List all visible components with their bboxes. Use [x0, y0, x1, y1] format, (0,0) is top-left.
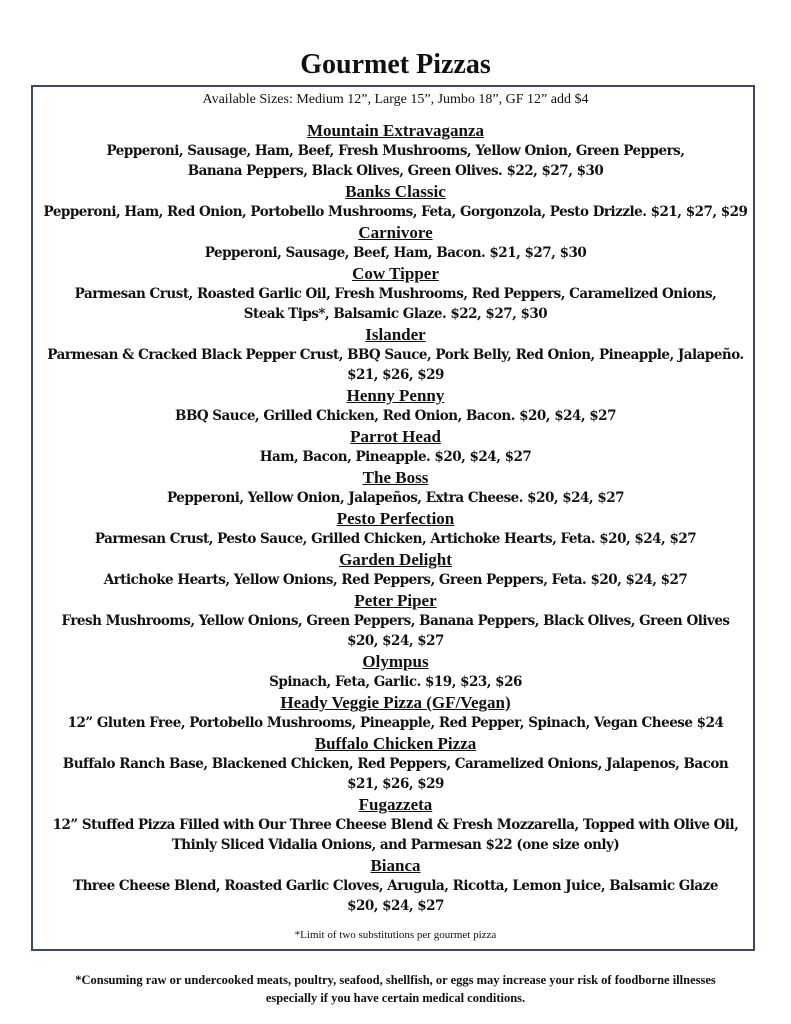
page-title: Gourmet Pizzas: [300, 49, 491, 80]
item-description: Buffalo Ranch Base, Blackened Chicken, Red Peppers, Caramelized Onions, Jalapenos, Bacon $21, $26, $29: [62, 756, 729, 792]
item-description: Ham, Bacon, Pineapple. $20, $24, $27: [259, 449, 532, 465]
item-name: Parrot Head: [350, 427, 441, 446]
menu-item: [40, 385, 751, 426]
menu-item: [40, 651, 751, 692]
item-description: Pepperoni, Sausage, Beef, Ham, Bacon. $21, $27, $30: [204, 245, 587, 261]
pizza-menu-list: [40, 120, 751, 916]
item-name: Islander: [365, 325, 426, 344]
item-description: Pepperoni, Ham, Red Onion, Portobello Mushrooms, Feta, Gorgonzola, Pesto Drizzle. $21, $27, $29: [43, 204, 748, 220]
menu-item: [40, 426, 751, 467]
substitution-note: *Limit of two substitutions per gourmet pizza: [294, 929, 497, 941]
item-name: Banks Classic: [345, 182, 446, 201]
item-name: Peter Piper: [354, 591, 437, 610]
item-description: 12” Stuffed Pizza Filled with Our Three Cheese Blend & Fresh Mozzarella, Topped with Olive Oil, Thinly Sliced Vidalia Onions, and Parmesan $22 (one size only): [52, 817, 739, 853]
item-description: Fresh Mushrooms, Yellow Onions, Green Peppers, Banana Peppers, Black Olives, Green Olives $20, $24, $27: [61, 613, 730, 649]
menu-item: [40, 324, 751, 385]
food-safety-disclaimer: *Consuming raw or undercooked meats, poultry, seafood, shellfish, or eggs may increase your risk of foodborne illnesses especially if you have certain medical conditions.: [75, 973, 716, 1005]
item-name: Henny Penny: [346, 386, 445, 405]
item-description: BBQ Sauce, Grilled Chicken, Red Onion, Bacon. $20, $24, $27: [175, 408, 616, 424]
menu-item: [40, 794, 751, 855]
menu-item: [40, 467, 751, 508]
item-description: Parmesan Crust, Pesto Sauce, Grilled Chicken, Artichoke Hearts, Feta. $20, $24, $27: [94, 531, 697, 547]
menu-item: [40, 181, 751, 222]
menu-item: [40, 508, 751, 549]
item-description: Three Cheese Blend, Roasted Garlic Cloves, Arugula, Ricotta, Lemon Juice, Balsamic Glaze $20, $24, $27: [73, 878, 718, 914]
item-name: The Boss: [362, 468, 429, 487]
item-name: Mountain Extravaganza: [306, 121, 485, 140]
item-name: Cow Tipper: [352, 264, 439, 283]
item-name: Olympus: [362, 652, 429, 671]
menu-item: [40, 855, 751, 916]
item-description: Parmesan & Cracked Black Pepper Crust, BBQ Sauce, Pork Belly, Red Onion, Pineapple, Jalapeño. $21, $26, $29: [47, 347, 744, 383]
item-description: Parmesan Crust, Roasted Garlic Oil, Fresh Mushrooms, Red Peppers, Caramelized Onions, Steak Tips*, Balsamic Glaze. $22, $27, $30: [74, 286, 717, 322]
item-name: Fugazzeta: [358, 795, 433, 814]
item-name: Garden Delight: [339, 550, 452, 569]
menu-item: [40, 263, 751, 324]
item-description: Spinach, Feta, Garlic. $19, $23, $26: [269, 674, 522, 690]
menu-item: [40, 692, 751, 733]
item-name: Bianca: [370, 856, 421, 875]
menu-item: [40, 590, 751, 651]
available-sizes: Available Sizes: Medium 12”, Large 15”, Jumbo 18”, GF 12” add $4: [202, 92, 589, 107]
menu-item: [40, 120, 751, 181]
item-description: Artichoke Hearts, Yellow Onions, Red Peppers, Green Peppers, Feta. $20, $24, $27: [103, 572, 688, 588]
menu-item: [40, 549, 751, 590]
item-name: Heady Veggie Pizza (GF/Vegan): [280, 693, 511, 712]
item-name: Buffalo Chicken Pizza: [314, 734, 477, 753]
item-description: Pepperoni, Sausage, Ham, Beef, Fresh Mushrooms, Yellow Onion, Green Peppers, Banana Peppers, Black Olives, Green Olives. $22, $27, $30: [106, 143, 685, 179]
menu-item: [40, 733, 751, 794]
menu-item: [40, 222, 751, 263]
item-name: Carnivore: [358, 223, 433, 242]
item-name: Pesto Perfection: [336, 509, 455, 528]
item-description: 12” Gluten Free, Portobello Mushrooms, Pineapple, Red Pepper, Spinach, Vegan Cheese $24: [67, 715, 724, 731]
item-description: Pepperoni, Yellow Onion, Jalapeños, Extra Cheese. $20, $24, $27: [166, 490, 625, 506]
